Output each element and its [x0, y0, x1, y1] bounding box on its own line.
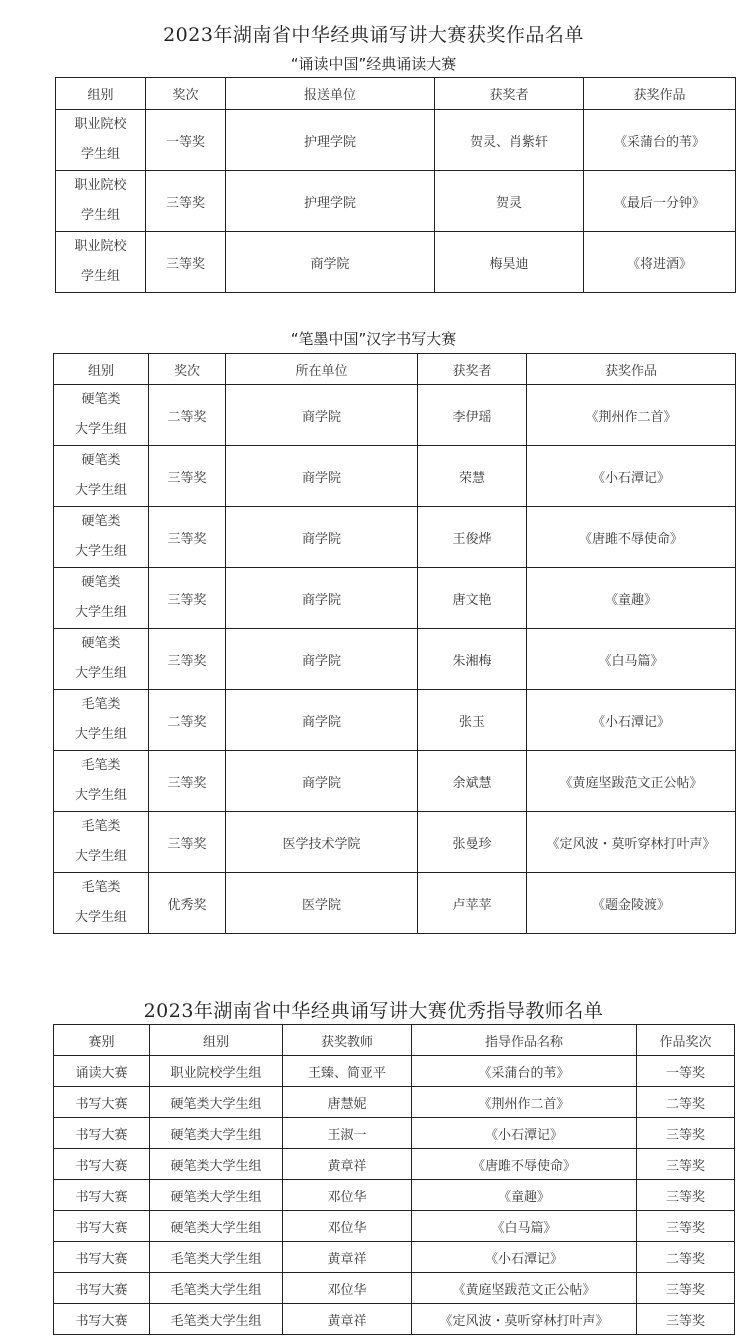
group-cell: 硬笔类大学生组: [150, 1087, 283, 1118]
work-cell: 《荆州作二首》: [527, 385, 736, 446]
table-row: [54, 690, 736, 751]
group-line-1: 毛笔类: [81, 819, 121, 834]
award-cell: 三等奖: [149, 812, 226, 873]
group-line-1: 毛笔类: [81, 880, 121, 895]
table-row: [54, 568, 736, 629]
table-row: [54, 1304, 735, 1335]
table-header-row: [54, 354, 736, 385]
contest-cell: 书写大赛: [54, 1304, 150, 1335]
award-cell: 三等奖: [149, 629, 226, 690]
table-row: [54, 1211, 735, 1242]
work-cell: 《小石潭记》: [412, 1242, 637, 1273]
table-row: [54, 751, 736, 812]
table-row: [56, 110, 736, 171]
winner-cell: 唐文艳: [418, 568, 527, 629]
contest-cell: 书写大赛: [54, 1118, 150, 1149]
award-cell: 二等奖: [637, 1087, 735, 1118]
award-cell: 三等奖: [149, 446, 226, 507]
award-cell: 三等奖: [149, 751, 226, 812]
award-cell: 二等奖: [149, 385, 226, 446]
group-cell: 毛笔类大学生组: [150, 1273, 283, 1304]
teacher-cell: 邓位华: [283, 1273, 412, 1304]
contest-cell: 书写大赛: [54, 1242, 150, 1273]
teacher-cell: 黄章祥: [283, 1149, 412, 1180]
group-cell: [54, 812, 149, 873]
work-cell: 《题金陵渡》: [527, 873, 736, 934]
table-row: [54, 1242, 735, 1273]
group-cell: 职业院校学生组: [150, 1056, 283, 1087]
work-cell: 《唐雎不辱使命》: [527, 507, 736, 568]
award-cell: 二等奖: [149, 690, 226, 751]
table-row: [54, 1118, 735, 1149]
group-cell: [54, 568, 149, 629]
table-row: [54, 1273, 735, 1304]
winner-cell: 王俊烨: [418, 507, 527, 568]
unit-cell: 商学院: [226, 507, 418, 568]
unit-cell: 商学院: [226, 690, 418, 751]
header-work: 指导作品名称: [412, 1025, 637, 1056]
award-cell: 一等奖: [146, 110, 226, 171]
group-cell: [54, 507, 149, 568]
group-cell: 硬笔类大学生组: [150, 1118, 283, 1149]
reading-awards-table: [55, 77, 736, 293]
table-row: [54, 446, 736, 507]
unit-cell: 商学院: [226, 629, 418, 690]
group-line-1: 职业院校: [74, 178, 127, 193]
award-cell: 三等奖: [149, 568, 226, 629]
winner-cell: 张曼珍: [418, 812, 527, 873]
contest-cell: 书写大赛: [54, 1273, 150, 1304]
winner-cell: 贺灵、肖紫轩: [435, 110, 584, 171]
header-award: 奖次: [146, 78, 226, 110]
header-group: 组别: [56, 78, 146, 110]
unit-cell: 商学院: [226, 446, 418, 507]
group-cell: 硬笔类大学生组: [150, 1180, 283, 1211]
work-cell: 《小石潭记》: [412, 1118, 637, 1149]
work-cell: 《将进酒》: [584, 232, 736, 293]
award-cell: 三等奖: [637, 1273, 735, 1304]
unit-cell: 医学院: [226, 873, 418, 934]
unit-cell: 护理学院: [226, 110, 435, 171]
contest-cell: 书写大赛: [54, 1149, 150, 1180]
group-line-2: 大学生组: [74, 605, 127, 620]
page-title: 2023年湖南省中华经典诵写讲大赛获奖作品名单: [163, 24, 584, 46]
teacher-cell: 王淑一: [283, 1118, 412, 1149]
group-line-1: 硬笔类: [81, 636, 121, 651]
award-cell: 三等奖: [637, 1304, 735, 1335]
table-row: [54, 1180, 735, 1211]
winner-cell: 李伊瑶: [418, 385, 527, 446]
award-cell: 三等奖: [146, 171, 226, 232]
award-cell: 二等奖: [637, 1242, 735, 1273]
group-line-2: 大学生组: [74, 483, 127, 498]
work-cell: 《白马篇》: [412, 1211, 637, 1242]
work-cell: 《采蒲台的苇》: [584, 110, 736, 171]
header-work: 获奖作品: [584, 78, 736, 110]
winner-cell: 梅昊迪: [435, 232, 584, 293]
contest-cell: 书写大赛: [54, 1087, 150, 1118]
work-cell: 《采蒲台的苇》: [412, 1056, 637, 1087]
group-cell: 硬笔类大学生组: [150, 1211, 283, 1242]
header-teacher: 获奖教师: [283, 1025, 412, 1056]
table-row: [54, 385, 736, 446]
group-line-2: 大学生组: [74, 422, 127, 437]
teacher-cell: 邓位华: [283, 1180, 412, 1211]
teacher-cell: 王臻、简亚平: [283, 1056, 412, 1087]
table-header-row: [56, 78, 736, 110]
work-cell: 《最后一分钟》: [584, 171, 736, 232]
group-cell: [54, 446, 149, 507]
unit-cell: 商学院: [226, 385, 418, 446]
table-row: [54, 1056, 735, 1087]
contest-cell: 诵读大赛: [54, 1056, 150, 1087]
table-row: [54, 507, 736, 568]
table-row: [54, 1149, 735, 1180]
group-cell: [54, 690, 149, 751]
teacher-cell: 黄章祥: [283, 1242, 412, 1273]
contest-cell: 书写大赛: [54, 1211, 150, 1242]
award-cell: 三等奖: [637, 1180, 735, 1211]
table-row: [56, 232, 736, 293]
group-line-2: 大学生组: [74, 910, 127, 925]
header-work: 获奖作品: [527, 354, 736, 385]
work-cell: 《唐雎不辱使命》: [412, 1149, 637, 1180]
group-line-1: 毛笔类: [81, 758, 121, 773]
group-line-2: 学生组: [80, 147, 120, 162]
table-row: [54, 812, 736, 873]
header-winner: 获奖者: [418, 354, 527, 385]
work-cell: 《定风波・莫听穿林打叶声》: [412, 1304, 637, 1335]
group-line-1: 硬笔类: [81, 575, 121, 590]
work-cell: 《小石潭记》: [527, 690, 736, 751]
award-cell: 三等奖: [637, 1149, 735, 1180]
table-header-row: [54, 1025, 735, 1056]
writing-awards-table: [53, 353, 736, 934]
winner-cell: 荣慧: [418, 446, 527, 507]
work-cell: 《黄庭坚跋范文正公帖》: [527, 751, 736, 812]
group-cell: [56, 110, 146, 171]
work-cell: 《白马篇》: [527, 629, 736, 690]
winner-cell: 朱湘梅: [418, 629, 527, 690]
header-winner: 获奖者: [435, 78, 584, 110]
group-line-1: 硬笔类: [81, 392, 121, 407]
header-group: 组别: [54, 354, 149, 385]
unit-cell: 医学技术学院: [226, 812, 418, 873]
group-line-1: 毛笔类: [81, 697, 121, 712]
group-line-2: 大学生组: [74, 544, 127, 559]
teacher-cell: 唐慧妮: [283, 1087, 412, 1118]
header-unit: 所在单位: [226, 354, 418, 385]
writing-section-title: “笔墨中国”汉字书写大赛: [290, 330, 457, 348]
header-group: 组别: [150, 1025, 283, 1056]
teachers-section-title: 2023年湖南省中华经典诵写讲大赛优秀指导教师名单: [143, 1000, 604, 1022]
award-cell: 三等奖: [637, 1211, 735, 1242]
group-line-1: 职业院校: [74, 117, 127, 132]
group-cell: 硬笔类大学生组: [150, 1149, 283, 1180]
group-line-1: 职业院校: [74, 239, 127, 254]
group-cell: 毛笔类大学生组: [150, 1304, 283, 1335]
header-award: 作品奖次: [637, 1025, 735, 1056]
header-award: 奖次: [149, 354, 226, 385]
work-cell: 《荆州作二首》: [412, 1087, 637, 1118]
group-cell: [56, 232, 146, 293]
unit-cell: 商学院: [226, 751, 418, 812]
award-cell: 三等奖: [149, 507, 226, 568]
group-cell: 毛笔类大学生组: [150, 1242, 283, 1273]
award-cell: 优秀奖: [149, 873, 226, 934]
award-cell: 三等奖: [637, 1118, 735, 1149]
winner-cell: 张玉: [418, 690, 527, 751]
group-line-2: 大学生组: [74, 788, 127, 803]
work-cell: 《小石潭记》: [527, 446, 736, 507]
award-cell: 一等奖: [637, 1056, 735, 1087]
award-cell: 三等奖: [146, 232, 226, 293]
group-cell: [54, 385, 149, 446]
winner-cell: 贺灵: [435, 171, 584, 232]
work-cell: 《童趣》: [527, 568, 736, 629]
unit-cell: 护理学院: [226, 171, 435, 232]
teacher-cell: 邓位华: [283, 1211, 412, 1242]
work-cell: 《定风波・莫听穿林打叶声》: [527, 812, 736, 873]
group-line-2: 大学生组: [74, 849, 127, 864]
group-cell: [54, 751, 149, 812]
group-line-1: 硬笔类: [81, 514, 121, 529]
table-row: [56, 171, 736, 232]
group-line-2: 学生组: [80, 269, 120, 284]
header-unit: 报送单位: [226, 78, 435, 110]
teacher-cell: 黄章祥: [283, 1304, 412, 1335]
group-line-2: 学生组: [80, 208, 120, 223]
unit-cell: 商学院: [226, 568, 418, 629]
group-line-2: 大学生组: [74, 666, 127, 681]
group-line-2: 大学生组: [74, 727, 127, 742]
group-line-1: 硬笔类: [81, 453, 121, 468]
reading-section-title: “诵读中国”经典诵读大赛: [290, 55, 457, 73]
table-row: [54, 1087, 735, 1118]
group-cell: [56, 171, 146, 232]
table-row: [54, 873, 736, 934]
winner-cell: 卢苹苹: [418, 873, 527, 934]
teachers-table: [53, 1024, 735, 1335]
contest-cell: 书写大赛: [54, 1180, 150, 1211]
work-cell: 《黄庭坚跋范文正公帖》: [412, 1273, 637, 1304]
group-cell: [54, 629, 149, 690]
work-cell: 《童趣》: [412, 1180, 637, 1211]
unit-cell: 商学院: [226, 232, 435, 293]
winner-cell: 余斌慧: [418, 751, 527, 812]
group-cell: [54, 873, 149, 934]
table-row: [54, 629, 736, 690]
header-contest: 赛别: [54, 1025, 150, 1056]
